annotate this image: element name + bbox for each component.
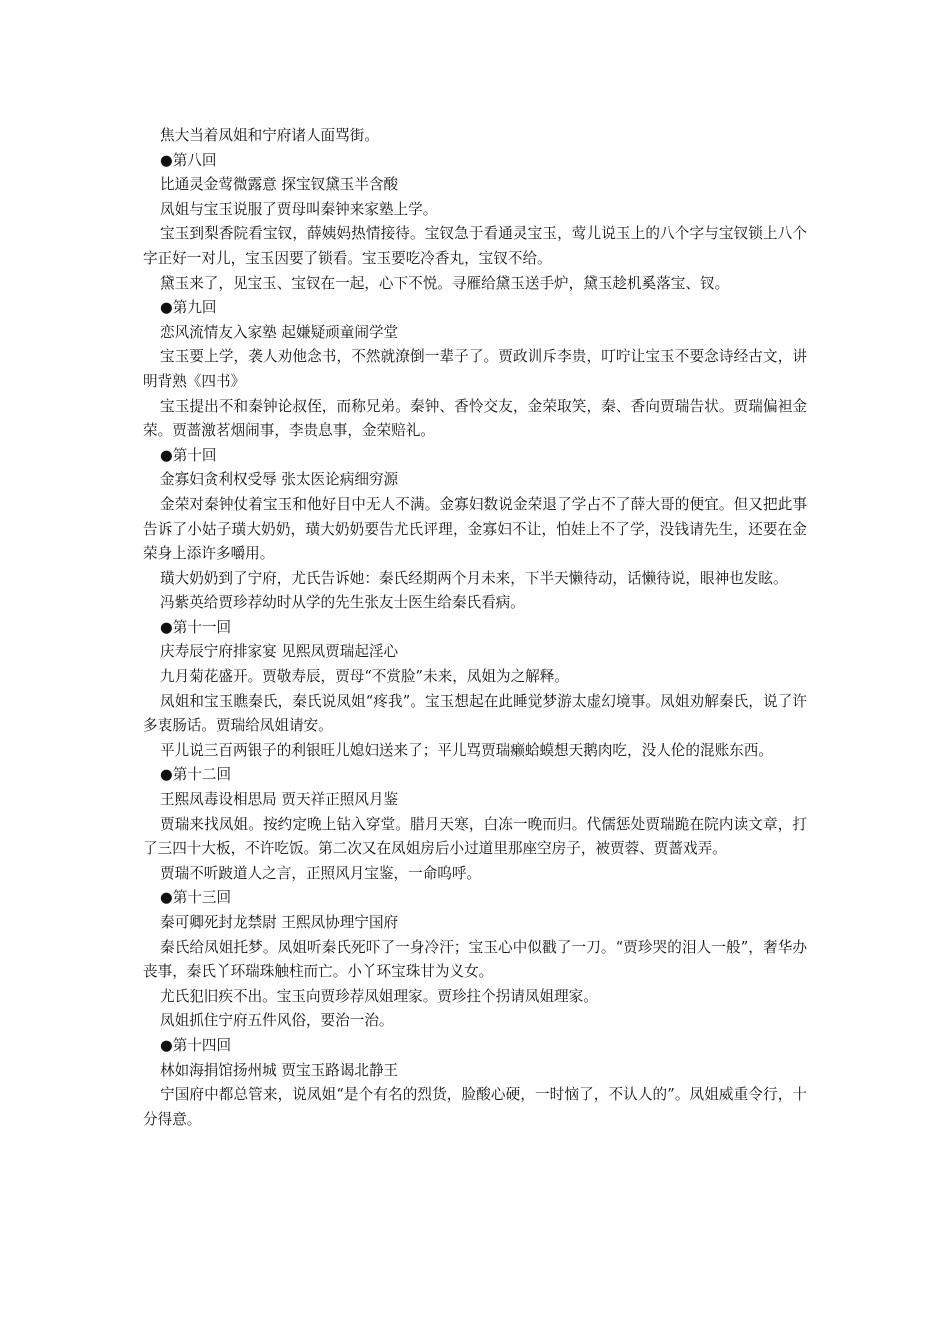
document-body [143,124,807,1132]
paragraph: 凤姐抓住宁府五件风俗，要治一治。 [160,1012,394,1030]
paragraph: 平儿说三百两银子的利银旺儿媳妇送来了；平儿骂贾瑞癞蛤蟆想天鹅肉吃，没人伦的混账东西。 [160,741,773,759]
chapter-heading: ●第十回 [160,446,217,464]
paragraph: 秦氏给凤姐托梦。凤姐听秦氏死吓了一身冷汗；宝玉心中似戳了一刀。“贾珍哭的泪人一般”，奢华办丧事，秦氏丫环瑞珠触柱而亡。小丫环宝珠甘为义女。 [143,938,807,981]
chapter-title: 金寡妇贪利权受辱 张太医论病细穷源 [160,471,399,489]
paragraph: 金荣对秦钟仗着宝玉和他好目中无人不满。金寡妇数说金荣退了学占不了薛大哥的便宜。但又把此事告诉了小姑子璜大奶奶，璜大奶奶要告尤氏评理，金寡妇不让，怕娃上不了学，没钱请先生，还要在金荣身上添许多嚼用。 [143,495,807,563]
chapter-heading: ●第八回 [160,151,217,169]
paragraph: 贾瑞不听跛道人之言，正照风月宝鉴，一命呜呼。 [160,864,482,882]
paragraph: 璜大奶奶到了宁府，尤氏告诉她：秦氏经期两个月未来，下半天懒待动，话懒待说，眼神也发眩。 [160,569,788,587]
chapter-title: 比通灵金莺微露意 探宝钗黛玉半含酸 [160,176,399,194]
paragraph: 宝玉到梨香院看宝钗，薛姨妈热情接待。宝钗急于看通灵宝玉，莺儿说玉上的八个字与宝钗锁上八个字正好一对儿，宝玉因要了锁看。宝玉要吃冷香丸，宝钗不给。 [143,225,807,267]
paragraph: 黛玉来了，见宝玉、宝钗在一起，心下不悦。寻雁给黛玉送手炉，黛玉趁机奚落宝、钗。 [160,274,730,292]
chapter-title: 恋风流情友入家塾 起嫌疑顽童闹学堂 [160,323,399,341]
paragraph: 冯紫英给贾珍荐幼时从学的先生张友士医生给秦氏看病。 [160,594,525,612]
chapter-heading: ●第十四回 [160,1036,232,1054]
paragraph: 焦大当着凤姐和宁府诸人面骂街。 [160,127,379,144]
paragraph: 宝玉提出不和秦钟论叔侄，而称兄弟。秦钟、香怜交友，金荣取笑，秦、香向贾瑞告状。贾瑞偏袒金荣。贾蔷激茗烟闹事，李贵息事，金荣赔礼。 [143,397,807,440]
chapter-title: 林如海捐馆扬州城 贾宝玉路谒北静王 [160,1061,399,1079]
paragraph: 凤姐与宝玉说服了贾母叫秦钟来家塾上学。 [160,200,438,218]
paragraph: 九月菊花盛开。贾敬寿辰，贾母“不赏脸”未来，凤姐为之解释。 [160,668,569,686]
paragraph: 宁国府中都总管来，说凤姐“是个有名的烈货，脸酸心硬，一时恼了，不认人的”。凤姐威重令行，十分得意。 [143,1086,807,1128]
chapter-heading: ●第九回 [160,299,217,317]
chapter-heading: ●第十三回 [160,889,232,907]
paragraph: 宝玉要上学，袭人劝他念书，不然就潦倒一辈子了。贾政训斥李贵，叮咛让宝玉不要念诗经古文，讲明背熟《四书》 [143,348,807,390]
chapter-heading: ●第十二回 [160,766,232,784]
paragraph: 凤姐和宝玉瞧秦氏，秦氏说凤姐“疼我”。宝玉想起在此睡觉梦游太虚幻境事。凤姐劝解秦氏，说了许多衷肠话。贾瑞给凤姐请安。 [143,692,807,735]
chapter-title: 秦可卿死封龙禁尉 王熙凤协理宁国府 [160,914,399,931]
chapter-title: 庆寿辰宁府排家宴 见熙凤贾瑞起淫心 [160,643,399,661]
chapter-title: 王熙凤毒设相思局 贾天祥正照风月鉴 [160,791,399,809]
chapter-heading: ●第十一回 [160,618,232,636]
paragraph: 尤氏犯旧疾不出。宝玉向贾珍荐凤姐理家。贾珍拄个拐请凤姐理家。 [160,987,598,1005]
paragraph: 贾瑞来找凤姐。按约定晚上钻入穿堂。腊月天寒，白冻一晚而归。代儒惩处贾瑞跪在院内读文章，打了三四十大板，不许吃饭。第二次又在凤姐房后小过道里那座空房子，被贾蓉、贾蔷戏弄。 [143,815,807,858]
